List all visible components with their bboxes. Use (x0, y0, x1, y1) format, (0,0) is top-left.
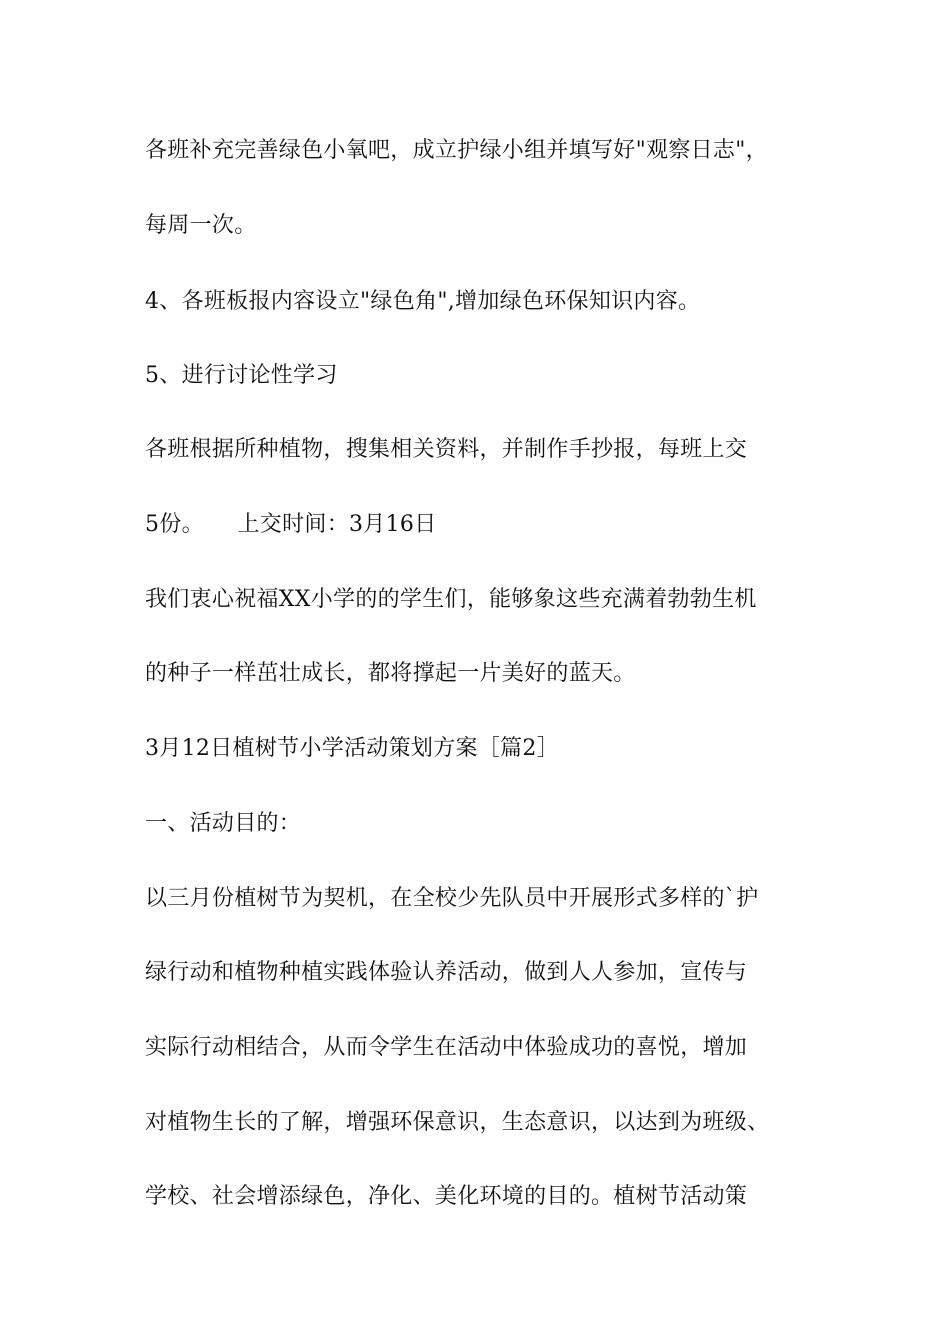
text-line: 各班补充完善绿色小氧吧，成立护绿小组并填写好"观察日志"， (145, 138, 768, 163)
text-line: 4、各班板报内容设立"绿色角",增加绿色环保知识内容。 (145, 289, 701, 314)
text-line: 以三月份植树节为契机，在全校少先队员中开展形式多样的`护 (145, 886, 759, 911)
text-line: 每周一次。 (145, 213, 257, 238)
text-line: 5、进行讨论性学习 (145, 363, 338, 388)
text-line: 学校、社会增添绿色，净化、美化环境的目的。植树节活动策 (145, 1184, 748, 1209)
text-line: 实际行动相结合，从而令学生在活动中体验成功的喜悦，增加 (145, 1035, 748, 1060)
text-line: 对植物生长的了解，增强环保意识，生态意识，以达到为班级、 (145, 1110, 770, 1135)
text-line: 我们衷心祝福XX小学的的学生们，能够象这些充满着勃勃生机 (145, 587, 757, 612)
text-line: 绿行动和植物种植实践体验认养活动，做到人人参加，宣传与 (145, 960, 748, 985)
text-line: 各班根据所种植物，搜集相关资料，并制作手抄报，每班上交 (145, 437, 748, 462)
section-heading: 3月12日植树节小学活动策划方案［篇2］ (145, 736, 559, 761)
text-line: 5份。 上交时间：3月16日 (145, 512, 437, 537)
section-subheading: 一、活动目的： (145, 811, 302, 836)
text-line: 的种子一样茁壮成长，都将撑起一片美好的蓝天。 (145, 661, 636, 686)
